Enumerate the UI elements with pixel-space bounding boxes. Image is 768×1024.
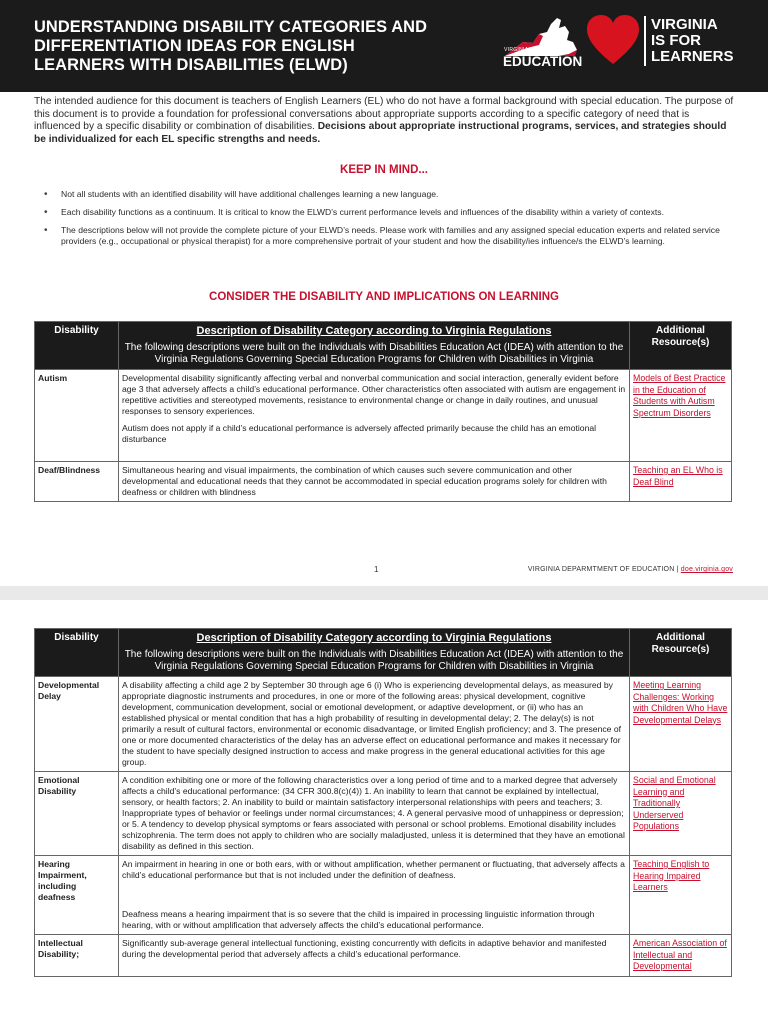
- header-description-title: Description of Disability Category according to Virginia Regulations: [196, 632, 552, 644]
- disability-name: Hearing Impairment, including deafness: [35, 856, 119, 935]
- footer-org-text: VIRGINIA DEPARMTMENT OF EDUCATION |: [527, 566, 681, 573]
- resource-cell: [630, 677, 732, 772]
- vdoe-big-text: EDUCATION: [503, 54, 583, 69]
- keep-in-mind-heading: KEEP IN MIND...: [340, 164, 428, 176]
- header-disability: Disability: [35, 629, 119, 677]
- document-page-2: [0, 600, 768, 1024]
- disability-description: [119, 772, 630, 856]
- footer-org: [528, 566, 733, 573]
- description-paragraph: Simultaneous hearing and visual impairments, the combination of which causes such severe communication and other developmental and educational needs that they cannot be accommodated in special education programs solely for children with deafness or children with blindness: [122, 465, 607, 497]
- disability-table: [34, 321, 732, 502]
- resource-link[interactable]: Models of Best Practice in the Education of Students with Autism Spectrum Disorders: [633, 373, 726, 418]
- keep-in-mind-list: [44, 189, 734, 254]
- table-row: [35, 772, 732, 856]
- resource-cell: [630, 856, 732, 935]
- disability-description: [119, 370, 630, 462]
- intro-bold-text: Decisions about appropriate instructional programs, services, and strategies should be individualized for each EL specific strengths and needs.: [34, 121, 727, 145]
- heart-icon: [585, 12, 641, 68]
- disability-name: Deaf/Blindness: [35, 462, 119, 502]
- header-banner: [0, 0, 768, 92]
- disability-name: Emotional Disability: [35, 772, 119, 856]
- header-description: [119, 322, 630, 370]
- document-title: UNDERSTANDING DISABILITY CATEGORIES AND DIFFERENTIATION IDEAS FOR ENGLISH LEARNERS WITH DISABILITIES (ELWD): [34, 18, 428, 74]
- table-row: [35, 677, 732, 772]
- list-item: • Each disability functions as a continuum. It is critical to know the ELWD’s current performance levels and influences of the disability within a variety of contexts.: [44, 207, 734, 219]
- disability-table: [34, 628, 732, 977]
- tagline-line-1: VIRGINIA: [651, 16, 718, 33]
- tagline-line-2: IS FOR: [651, 32, 702, 49]
- header-description: [119, 629, 630, 677]
- description-paragraph: Autism does not apply if a child’s educational performance is adversely affected primarily because the child has an emotional disturbance: [122, 423, 597, 444]
- intro-text: The intended audience for this document is teachers of English Learners (EL) who do not have a formal background with special education. The purpose of this document is to provide a foundation for professional conversations about appropriate supports according to a specific category of need that is influenced by a specific disability or combination of disabilities.: [34, 96, 734, 133]
- disability-name: Developmental Delay: [35, 677, 119, 772]
- table-row: [35, 370, 732, 462]
- disability-name: Intellectual Disability;: [35, 935, 119, 977]
- description-paragraph: An impairment in hearing in one or both ears, with or without amplification, whether permanent or fluctuating, that adversely affects a child’s educational performance but that is not included under the definition of deafness.: [122, 859, 625, 880]
- disability-description: [119, 462, 630, 502]
- table-row: [35, 935, 732, 977]
- resource-cell: [630, 370, 732, 462]
- description-paragraph: Deafness means a hearing impairment that is so severe that the child is impaired in processing linguistic information through hearing, with or without amplification that adversely affects the child’s educational performance.: [122, 909, 595, 930]
- disability-description: [119, 677, 630, 772]
- resource-cell: [630, 462, 732, 502]
- header-description-title: Description of Disability Category according to Virginia Regulations: [196, 325, 552, 337]
- footer-website-link[interactable]: doe.virginia.gov: [680, 566, 733, 573]
- description-paragraph: Significantly sub-average general intellectual functioning, existing concurrently with deficits in adaptive behavior and manifested during the developmental period that adversely affects a child’s educational performance.: [122, 938, 607, 959]
- table-header-row: [35, 629, 732, 677]
- resource-cell: [630, 772, 732, 856]
- intro-paragraph: [34, 96, 734, 146]
- list-item: • The descriptions below will not provide the complete picture of your ELWD’s needs. Please work with families and any assigned special education experts and related service providers (e.g., occupational or physical therapist) for a more comprehensive portrait of your student and how the disability/ies influence/s the ELWD’s learning.: [44, 225, 734, 249]
- list-item: • Not all students with an identified disability will have additional challenges learning a new language.: [44, 189, 734, 201]
- virginia-is-for-learners-logo: [651, 17, 734, 65]
- header-resources: Additional Resource(s): [630, 629, 732, 677]
- tagline-line-3: LEARNERS: [651, 48, 734, 65]
- disability-description: [119, 935, 630, 977]
- page-number: 1: [374, 565, 379, 574]
- table-row: [35, 856, 732, 935]
- resource-link[interactable]: Social and Emotional Learning and Traditionally Underserved Populations: [633, 775, 716, 831]
- logo-divider: [644, 16, 646, 66]
- resource-link[interactable]: Teaching English to Hearing Impaired Learners: [633, 859, 710, 892]
- header-resources: Additional Resource(s): [630, 322, 732, 370]
- table-header-row: [35, 322, 732, 370]
- header-description-subtitle: The following descriptions were built on the Individuals with Disabilities Education Act (IDEA) with attention to the Virginia Regulations Governing Special Education Programs for Children with Disabilities in Virginia: [124, 649, 624, 672]
- description-paragraph: A condition exhibiting one or more of the following characteristics over a long period of time and to a marked degree that adversely affects a child’s educational performance: (34 CFR 300.8(c)(4)) 1. An inability to learn that cannot be explained by intellectual, sensory, or health factors; 2. An inability to build or maintain satisfactory interpersonal relationships with peers and teachers; 3. Inappropriate types of behavior or feelings under normal circumstances; 4. A general pervasive mood of unhappiness or depression; or 5. A tendency to develop physical symptoms or fears associated with personal or school problems. Emotional disability includes schizophrenia. The term does not apply to children who are socially maladjusted, unless it is determined that they have an emotional disability as defined in this section.: [122, 775, 625, 851]
- resource-link[interactable]: American Association of Intellectual and Developmental: [633, 938, 727, 971]
- description-paragraph: Developmental disability significantly affecting verbal and nonverbal communication and social interaction, generally evident before age 3 that adversely affects a child’s educational performance. Other characteristics often associated with autism are engagement in repetitive activities and stereotyped movements, resistance to environmental change or change in daily routines, and unusual responses to sensory experiences.: [122, 373, 626, 416]
- disability-description: [119, 856, 630, 935]
- disability-name: Autism: [35, 370, 119, 462]
- header-description-subtitle: The following descriptions were built on the Individuals with Disabilities Education Act (IDEA) with attention to the Virginia Regulations Governing Special Education Programs for Children with Disabilities in Virginia: [124, 342, 624, 365]
- description-paragraph: A disability affecting a child age 2 by September 30 through age 6 (i) Who is experiencing developmental delays, as measured by appropriate diagnostic instruments and procedures, in one or more of the following areas: physical development, cognitive development, communication development, social or emotional development, or adaptive development, or (ii) who has an established physical or mental condition that has a high probability of resulting in developmental delay; 2. The delay(s) is not primarily a result of cultural factors, environmental or economic disadvantage, or limited English proficiency; and 3. The presence of one or more documented characteristics of the delay has an adverse effect on educational performance and makes it necessary for the student to have specially designed instruction to access and make progress in the general educational activities for this age group.: [122, 680, 621, 767]
- consider-heading: CONSIDER THE DISABILITY AND IMPLICATIONS ON LEARNING: [209, 291, 559, 303]
- resource-link[interactable]: Meeting Learning Challenges: Working with Children Who Have Developmental Delays: [633, 680, 728, 725]
- resource-link[interactable]: Teaching an EL Who is Deaf Blind: [633, 465, 723, 487]
- header-disability: Disability: [35, 322, 119, 370]
- resource-cell: [630, 935, 732, 977]
- vdoe-small-text: VIRGINIA DEPARTMENT OF: [504, 47, 576, 53]
- table-row: [35, 462, 732, 502]
